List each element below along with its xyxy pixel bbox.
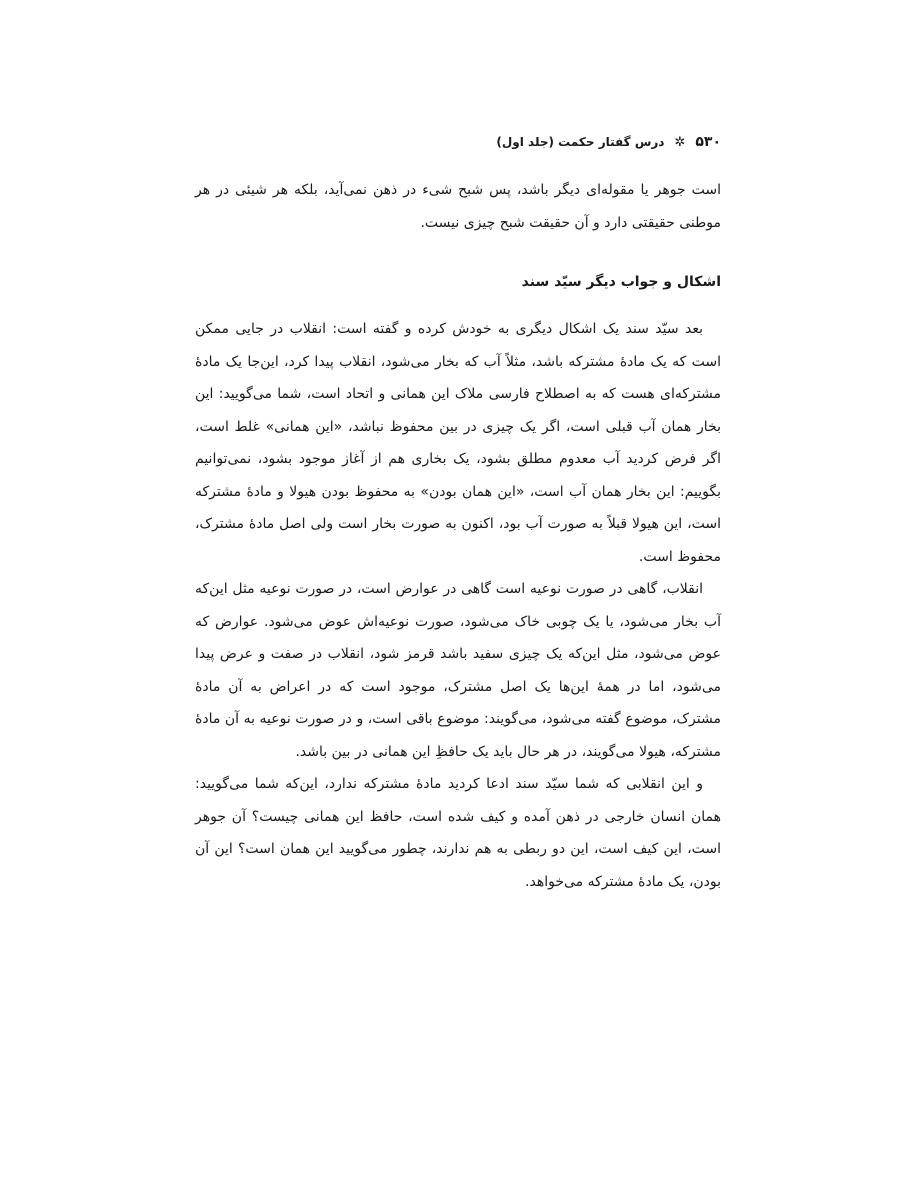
section-heading: اشکال و جواب دیگر سیّد سند (521, 274, 721, 290)
star-ornament-icon: ✲ (674, 134, 686, 150)
running-header (195, 130, 721, 154)
book-page (195, 130, 721, 898)
page-number: ۵۳۰ (695, 134, 721, 150)
paragraph: بعد سیّد سند یک اشکال دیگری به خودش کرده و گفته است: انقلاب در جایی ممکن است که یک مادهٔ مشترکه باشد، مثلاً آب که بخار می‌شود، انقلاب پیدا کرد، این‌جا یک مادهٔ مشترکه‌ای هست که به اصطلاح فارسی ملاک این همانی و اتحاد است، شما می‌گویید: این بخار همان آب قبلی است، اگر یک چیزی در بین محفوظ نباشد، «این همانی» غلط است، اگر فرض کردید آب معدوم مطلق بشود، یک بخاری هم از آغاز موجود بشود، نمی‌توانیم بگوییم: این بخار همان آب است، «این همان بودن» به محفوظ بودن هیولا و مادهٔ مشترکه است، این هیولا قبلاً به صورت آب بود، اکنون به صورت بخار است ولی اصل مادهٔ مشترک، محفوظ است. (195, 321, 721, 565)
paragraph: انقلاب، گاهی در صورت نوعیه است گاهی در عوارض است، در صورت نوعیه مثل این‌که آب بخار می‌شود، یا یک چوبی خاک می‌شود، صورت نوعیه‌اش عوض می‌شود. عوارض که عوض می‌شود، مثل این‌که یک چیزی سفید باشد قرمز شود، انقلاب در صفت و عرض پیدا می‌شود، اما در همهٔ این‌ها یک اصل مشترک، موجود است که در اعراض به آن مادهٔ مشترک، موضوع گفته می‌شود، می‌گویند: موضوع باقی است، و در صورت نوعیه به آن مادهٔ مشترکه، هیولا می‌گویند، در هر حال باید یک حافظِ این همانی در بین باشد. (195, 581, 721, 760)
paragraph: و این انقلابی که شما سیّد سند ادعا کردید مادهٔ مشترکه ندارد، این‌که شما می‌گویید: همان انسان خارجی در ذهن آمده و کیف شده است، حافظ این همانی چیست؟ آن جوهر است، این کیف است، این دو ربطی به هم ندارند، چطور می‌گویید این همان است؟ این آن بودن، یک مادهٔ مشترکه می‌خواهد. (195, 776, 721, 890)
paragraph-continuation: است جوهر یا مقوله‌ای دیگر باشد، پس شبح شیء در ذهن نمی‌آید، بلکه هر شیئی در هر موطنی حقیقتی دارد و آن حقیقت شبح چیزی نیست. (195, 182, 721, 231)
book-title: درس گفتار حکمت (جلد اول) (496, 135, 665, 149)
